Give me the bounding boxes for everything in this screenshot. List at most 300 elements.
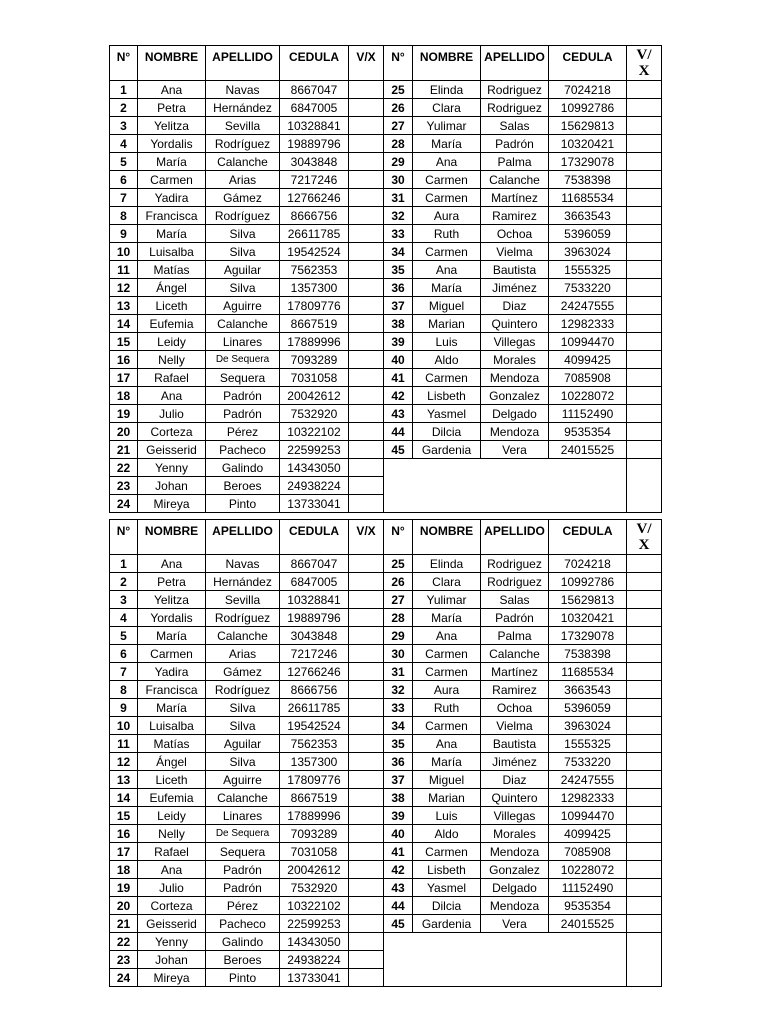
table-row	[110, 459, 662, 477]
nombre-cell: María	[413, 135, 481, 153]
apellido-cell: Jiménez	[481, 753, 549, 771]
row-number: 7	[110, 663, 138, 681]
nombre-cell: Yelitza	[138, 591, 206, 609]
apellido-cell: Pinto	[206, 495, 280, 513]
nombre-cell: Ana	[138, 387, 206, 405]
row-number: 3	[110, 117, 138, 135]
apellido-cell: Pacheco	[206, 441, 280, 459]
nombre-cell: Carmen	[413, 663, 481, 681]
apellido-cell: Gámez	[206, 663, 280, 681]
row-number: 33	[384, 225, 413, 243]
vx-cell	[349, 717, 384, 735]
row-number: 5	[110, 627, 138, 645]
cedula-cell: 1357300	[280, 279, 349, 297]
vx-cell	[627, 387, 662, 405]
cedula-cell: 15629813	[549, 591, 627, 609]
cedula-cell: 12982333	[549, 315, 627, 333]
table-row	[110, 627, 662, 645]
nombre-cell: Luis	[413, 333, 481, 351]
apellido-cell: Hernández	[206, 573, 280, 591]
apellido-cell: Silva	[206, 279, 280, 297]
header-n-right: N°	[384, 520, 413, 555]
cedula-cell: 8666756	[280, 207, 349, 225]
cedula-cell: 10228072	[549, 387, 627, 405]
row-number: 37	[384, 297, 413, 315]
header-nombre-right: NOMBRE	[413, 520, 481, 555]
cedula-cell: 17809776	[280, 771, 349, 789]
header-apellido-right: APELLIDO	[481, 520, 549, 555]
nombre-cell: Rafael	[138, 843, 206, 861]
nombre-cell: Petra	[138, 573, 206, 591]
vx-cell	[627, 897, 662, 915]
row-number: 27	[384, 591, 413, 609]
apellido-cell: Diaz	[481, 771, 549, 789]
header-row	[110, 520, 662, 555]
vx-cell	[349, 645, 384, 663]
cedula-cell: 3043848	[280, 627, 349, 645]
row-number: 44	[384, 423, 413, 441]
vx-cell	[627, 459, 662, 513]
table-row	[110, 699, 662, 717]
apellido-cell: Vielma	[481, 243, 549, 261]
apellido-cell: Rodríguez	[206, 609, 280, 627]
vx-cell	[627, 279, 662, 297]
nombre-cell: Liceth	[138, 771, 206, 789]
table-row	[110, 771, 662, 789]
vx-cell	[349, 879, 384, 897]
row-number: 40	[384, 351, 413, 369]
header-cedula-left: CEDULA	[280, 520, 349, 555]
cedula-cell: 3043848	[280, 153, 349, 171]
table-row	[110, 735, 662, 753]
cedula-cell: 7533220	[549, 753, 627, 771]
vx-cell	[349, 753, 384, 771]
vx-cell	[627, 627, 662, 645]
vx-cell	[627, 915, 662, 933]
nombre-cell: Julio	[138, 405, 206, 423]
row-number: 12	[110, 753, 138, 771]
nombre-cell: Dilcia	[413, 423, 481, 441]
vx-cell	[349, 573, 384, 591]
apellido-cell: Jiménez	[481, 279, 549, 297]
cedula-cell: 13733041	[280, 969, 349, 987]
table-row	[110, 861, 662, 879]
apellido-cell: Sequera	[206, 369, 280, 387]
cedula-cell: 7533220	[549, 279, 627, 297]
table-row	[110, 933, 662, 951]
nombre-cell: Geisserid	[138, 915, 206, 933]
apellido-cell: Linares	[206, 807, 280, 825]
table-row	[110, 789, 662, 807]
row-number: 9	[110, 225, 138, 243]
vx-cell	[627, 369, 662, 387]
table-row	[110, 807, 662, 825]
table-row	[110, 225, 662, 243]
cedula-cell: 10322102	[280, 897, 349, 915]
row-number: 29	[384, 627, 413, 645]
nombre-cell: María	[138, 225, 206, 243]
apellido-cell: Bautista	[481, 735, 549, 753]
apellido-cell: Navas	[206, 81, 280, 99]
row-number: 20	[110, 423, 138, 441]
vx-cell	[627, 663, 662, 681]
vx-cell	[349, 663, 384, 681]
vx-cell	[627, 609, 662, 627]
cedula-cell: 8667047	[280, 555, 349, 573]
vx-cell	[349, 207, 384, 225]
apellido-cell: Ochoa	[481, 699, 549, 717]
nombre-cell: Julio	[138, 879, 206, 897]
apellido-cell: Aguilar	[206, 735, 280, 753]
table-row	[110, 897, 662, 915]
cedula-cell: 4099425	[549, 351, 627, 369]
vx-cell	[349, 333, 384, 351]
cedula-cell: 8667047	[280, 81, 349, 99]
vx-cell	[349, 969, 384, 987]
apellido-cell: Galindo	[206, 459, 280, 477]
vx-cell	[349, 789, 384, 807]
nombre-cell: Carmen	[413, 645, 481, 663]
row-number: 16	[110, 825, 138, 843]
apellido-cell: Padrón	[206, 387, 280, 405]
vx-cell	[349, 189, 384, 207]
row-number: 17	[110, 369, 138, 387]
row-number: 31	[384, 663, 413, 681]
header-n-left: N°	[110, 46, 138, 81]
nombre-cell: Lisbeth	[413, 861, 481, 879]
nombre-cell: Aldo	[413, 825, 481, 843]
cedula-cell: 22599253	[280, 915, 349, 933]
nombre-cell: María	[138, 699, 206, 717]
row-number: 26	[384, 573, 413, 591]
cedula-cell: 24015525	[549, 915, 627, 933]
vx-cell	[627, 297, 662, 315]
cedula-cell: 1357300	[280, 753, 349, 771]
vx-cell	[627, 735, 662, 753]
apellido-cell: Diaz	[481, 297, 549, 315]
vx-cell	[349, 351, 384, 369]
cedula-cell: 4099425	[549, 825, 627, 843]
apellido-cell: Silva	[206, 753, 280, 771]
vx-cell	[627, 351, 662, 369]
table-row	[110, 405, 662, 423]
vx-cell	[627, 243, 662, 261]
nombre-cell: Yadira	[138, 189, 206, 207]
row-number: 9	[110, 699, 138, 717]
table-row	[110, 171, 662, 189]
nombre-cell: Luisalba	[138, 243, 206, 261]
nombre-cell: Yordalis	[138, 135, 206, 153]
vx-cell	[627, 117, 662, 135]
vx-cell	[349, 423, 384, 441]
header-vx-right	[627, 46, 662, 81]
vx-cell	[349, 735, 384, 753]
row-number: 19	[110, 405, 138, 423]
vx-cell	[349, 117, 384, 135]
row-number: 30	[384, 171, 413, 189]
cedula-cell: 7562353	[280, 735, 349, 753]
apellido-cell: Padrón	[206, 861, 280, 879]
nombre-cell: Ruth	[413, 225, 481, 243]
vx-cell	[627, 645, 662, 663]
cedula-cell: 10320421	[549, 135, 627, 153]
apellido-cell: Padrón	[206, 879, 280, 897]
apellido-cell: Padrón	[481, 135, 549, 153]
vx-cell	[349, 861, 384, 879]
apellido-cell: Bautista	[481, 261, 549, 279]
row-number: 18	[110, 387, 138, 405]
apellido-cell: Calanche	[481, 645, 549, 663]
nombre-cell: Ruth	[413, 699, 481, 717]
row-number: 32	[384, 207, 413, 225]
table-row	[110, 591, 662, 609]
vx-cell	[627, 405, 662, 423]
row-number: 39	[384, 807, 413, 825]
apellido-cell: Rodriguez	[481, 573, 549, 591]
cedula-cell: 22599253	[280, 441, 349, 459]
vx-cell	[627, 189, 662, 207]
nombre-cell: Elinda	[413, 555, 481, 573]
vx-cell	[627, 699, 662, 717]
vx-cell	[627, 771, 662, 789]
apellido-cell: Rodriguez	[481, 555, 549, 573]
vx-cell	[349, 825, 384, 843]
apellido-cell: Delgado	[481, 879, 549, 897]
row-number: 37	[384, 771, 413, 789]
vx-cell	[627, 807, 662, 825]
cedula-cell: 7024218	[549, 555, 627, 573]
row-number: 43	[384, 879, 413, 897]
nombre-cell: Matías	[138, 261, 206, 279]
nombre-cell: Ana	[413, 735, 481, 753]
apellido-cell: Vielma	[481, 717, 549, 735]
cedula-cell: 11685534	[549, 663, 627, 681]
nombre-cell: Marian	[413, 789, 481, 807]
nombre-cell: Ángel	[138, 753, 206, 771]
vx-cell	[627, 153, 662, 171]
vx-cell	[627, 171, 662, 189]
cedula-cell: 10328841	[280, 591, 349, 609]
cedula-cell: 13733041	[280, 495, 349, 513]
row-number: 42	[384, 861, 413, 879]
row-number: 20	[110, 897, 138, 915]
cedula-cell: 12766246	[280, 663, 349, 681]
cedula-cell: 14343050	[280, 459, 349, 477]
cedula-cell: 7085908	[549, 369, 627, 387]
apellido-cell: Sevilla	[206, 117, 280, 135]
row-number: 24	[110, 495, 138, 513]
row-number: 31	[384, 189, 413, 207]
cedula-cell: 8666756	[280, 681, 349, 699]
cedula-cell: 17329078	[549, 153, 627, 171]
row-number: 34	[384, 243, 413, 261]
row-number: 33	[384, 699, 413, 717]
apellido-cell: Beroes	[206, 951, 280, 969]
row-number: 6	[110, 645, 138, 663]
row-number: 35	[384, 735, 413, 753]
table-row	[110, 645, 662, 663]
cedula-cell: 17889996	[280, 807, 349, 825]
vx-cell	[349, 243, 384, 261]
cedula-cell: 17889996	[280, 333, 349, 351]
nombre-cell: Carmen	[413, 243, 481, 261]
nombre-cell: Johan	[138, 951, 206, 969]
apellido-cell: Palma	[481, 627, 549, 645]
row-number: 1	[110, 81, 138, 99]
table-row	[110, 663, 662, 681]
table-row	[110, 681, 662, 699]
row-number: 5	[110, 153, 138, 171]
cedula-cell: 11152490	[549, 879, 627, 897]
row-number: 12	[110, 279, 138, 297]
cedula-cell: 19889796	[280, 135, 349, 153]
apellido-cell: Gonzalez	[481, 387, 549, 405]
table-row	[110, 717, 662, 735]
table-row	[110, 153, 662, 171]
roster-table	[109, 45, 662, 513]
apellido-cell: Vera	[481, 915, 549, 933]
row-number: 35	[384, 261, 413, 279]
row-number: 44	[384, 897, 413, 915]
apellido-cell: Hernández	[206, 99, 280, 117]
row-number: 29	[384, 153, 413, 171]
nombre-cell: Carmen	[138, 645, 206, 663]
nombre-cell: Liceth	[138, 297, 206, 315]
vx-cell	[349, 405, 384, 423]
vx-cell	[349, 807, 384, 825]
table-row	[110, 261, 662, 279]
cedula-cell: 19542524	[280, 717, 349, 735]
nombre-cell: Mireya	[138, 495, 206, 513]
cedula-cell: 10994470	[549, 807, 627, 825]
nombre-cell: Yasmel	[413, 879, 481, 897]
cedula-cell: 10992786	[549, 99, 627, 117]
nombre-cell: Gardenia	[413, 441, 481, 459]
cedula-cell: 7562353	[280, 261, 349, 279]
nombre-cell: Gardenia	[413, 915, 481, 933]
table-row	[110, 207, 662, 225]
cedula-cell: 7538398	[549, 171, 627, 189]
table-row	[110, 423, 662, 441]
cedula-cell: 26611785	[280, 225, 349, 243]
row-number: 41	[384, 369, 413, 387]
vx-cell	[349, 261, 384, 279]
nombre-cell: Carmen	[138, 171, 206, 189]
apellido-cell: Silva	[206, 699, 280, 717]
vx-cell	[627, 879, 662, 897]
cedula-cell: 5396059	[549, 225, 627, 243]
vx-cell	[349, 171, 384, 189]
row-number: 25	[384, 81, 413, 99]
row-number: 23	[110, 951, 138, 969]
header-n-right: N°	[384, 46, 413, 81]
table-row	[110, 609, 662, 627]
cedula-cell: 6847005	[280, 99, 349, 117]
apellido-cell: Aguirre	[206, 771, 280, 789]
row-number: 43	[384, 405, 413, 423]
nombre-cell: Eufemia	[138, 789, 206, 807]
table-row	[110, 573, 662, 591]
nombre-cell: Johan	[138, 477, 206, 495]
nombre-cell: Yenny	[138, 933, 206, 951]
nombre-cell: Rafael	[138, 369, 206, 387]
nombre-cell: Corteza	[138, 897, 206, 915]
apellido-cell: Salas	[481, 117, 549, 135]
row-number: 15	[110, 807, 138, 825]
cedula-cell: 7532920	[280, 879, 349, 897]
nombre-cell: Luisalba	[138, 717, 206, 735]
row-number: 28	[384, 609, 413, 627]
nombre-cell: Ana	[413, 627, 481, 645]
header-nombre-right: NOMBRE	[413, 46, 481, 81]
nombre-cell: María	[138, 627, 206, 645]
header-apellido-right: APELLIDO	[481, 46, 549, 81]
cedula-cell: 1555325	[549, 261, 627, 279]
nombre-cell: Matías	[138, 735, 206, 753]
nombre-cell: Nelly	[138, 825, 206, 843]
row-number: 39	[384, 333, 413, 351]
row-number: 14	[110, 789, 138, 807]
row-number: 24	[110, 969, 138, 987]
cedula-cell: 20042612	[280, 387, 349, 405]
nombre-cell: Miguel	[413, 297, 481, 315]
cedula-cell: 7031058	[280, 843, 349, 861]
nombre-cell: Carmen	[413, 171, 481, 189]
cedula-cell: 7093289	[280, 825, 349, 843]
apellido-cell: Salas	[481, 591, 549, 609]
cedula-cell: 3663543	[549, 681, 627, 699]
vx-cell	[627, 573, 662, 591]
row-number: 2	[110, 573, 138, 591]
apellido-cell: Rodriguez	[481, 99, 549, 117]
cedula-cell: 24938224	[280, 477, 349, 495]
nombre-cell: Carmen	[413, 843, 481, 861]
apellido-cell: Pacheco	[206, 915, 280, 933]
row-number: 19	[110, 879, 138, 897]
vx-cell	[627, 423, 662, 441]
vx-cell	[627, 555, 662, 573]
header-apellido-left: APELLIDO	[206, 46, 280, 81]
vx-cell	[349, 459, 384, 477]
vx-cell	[349, 951, 384, 969]
nombre-cell: Aldo	[413, 351, 481, 369]
row-number: 38	[384, 789, 413, 807]
vx-cell	[349, 387, 384, 405]
cedula-cell: 9535354	[549, 423, 627, 441]
cedula-cell: 15629813	[549, 117, 627, 135]
vx-cell	[627, 261, 662, 279]
vx-cell	[349, 555, 384, 573]
nombre-cell: Ana	[138, 555, 206, 573]
apellido-cell: Ramirez	[481, 207, 549, 225]
vx-cell	[627, 333, 662, 351]
vx-cell	[349, 441, 384, 459]
nombre-cell: Yadira	[138, 663, 206, 681]
cedula-cell: 7217246	[280, 171, 349, 189]
header-nombre-left: NOMBRE	[138, 46, 206, 81]
nombre-cell: Leidy	[138, 807, 206, 825]
vx-cell	[349, 681, 384, 699]
apellido-cell: Pérez	[206, 897, 280, 915]
cedula-cell: 6847005	[280, 573, 349, 591]
row-number: 21	[110, 441, 138, 459]
cedula-cell: 9535354	[549, 897, 627, 915]
row-number: 18	[110, 861, 138, 879]
header-nombre-left: NOMBRE	[138, 520, 206, 555]
table-row	[110, 879, 662, 897]
vx-cell	[349, 279, 384, 297]
table-row	[110, 279, 662, 297]
